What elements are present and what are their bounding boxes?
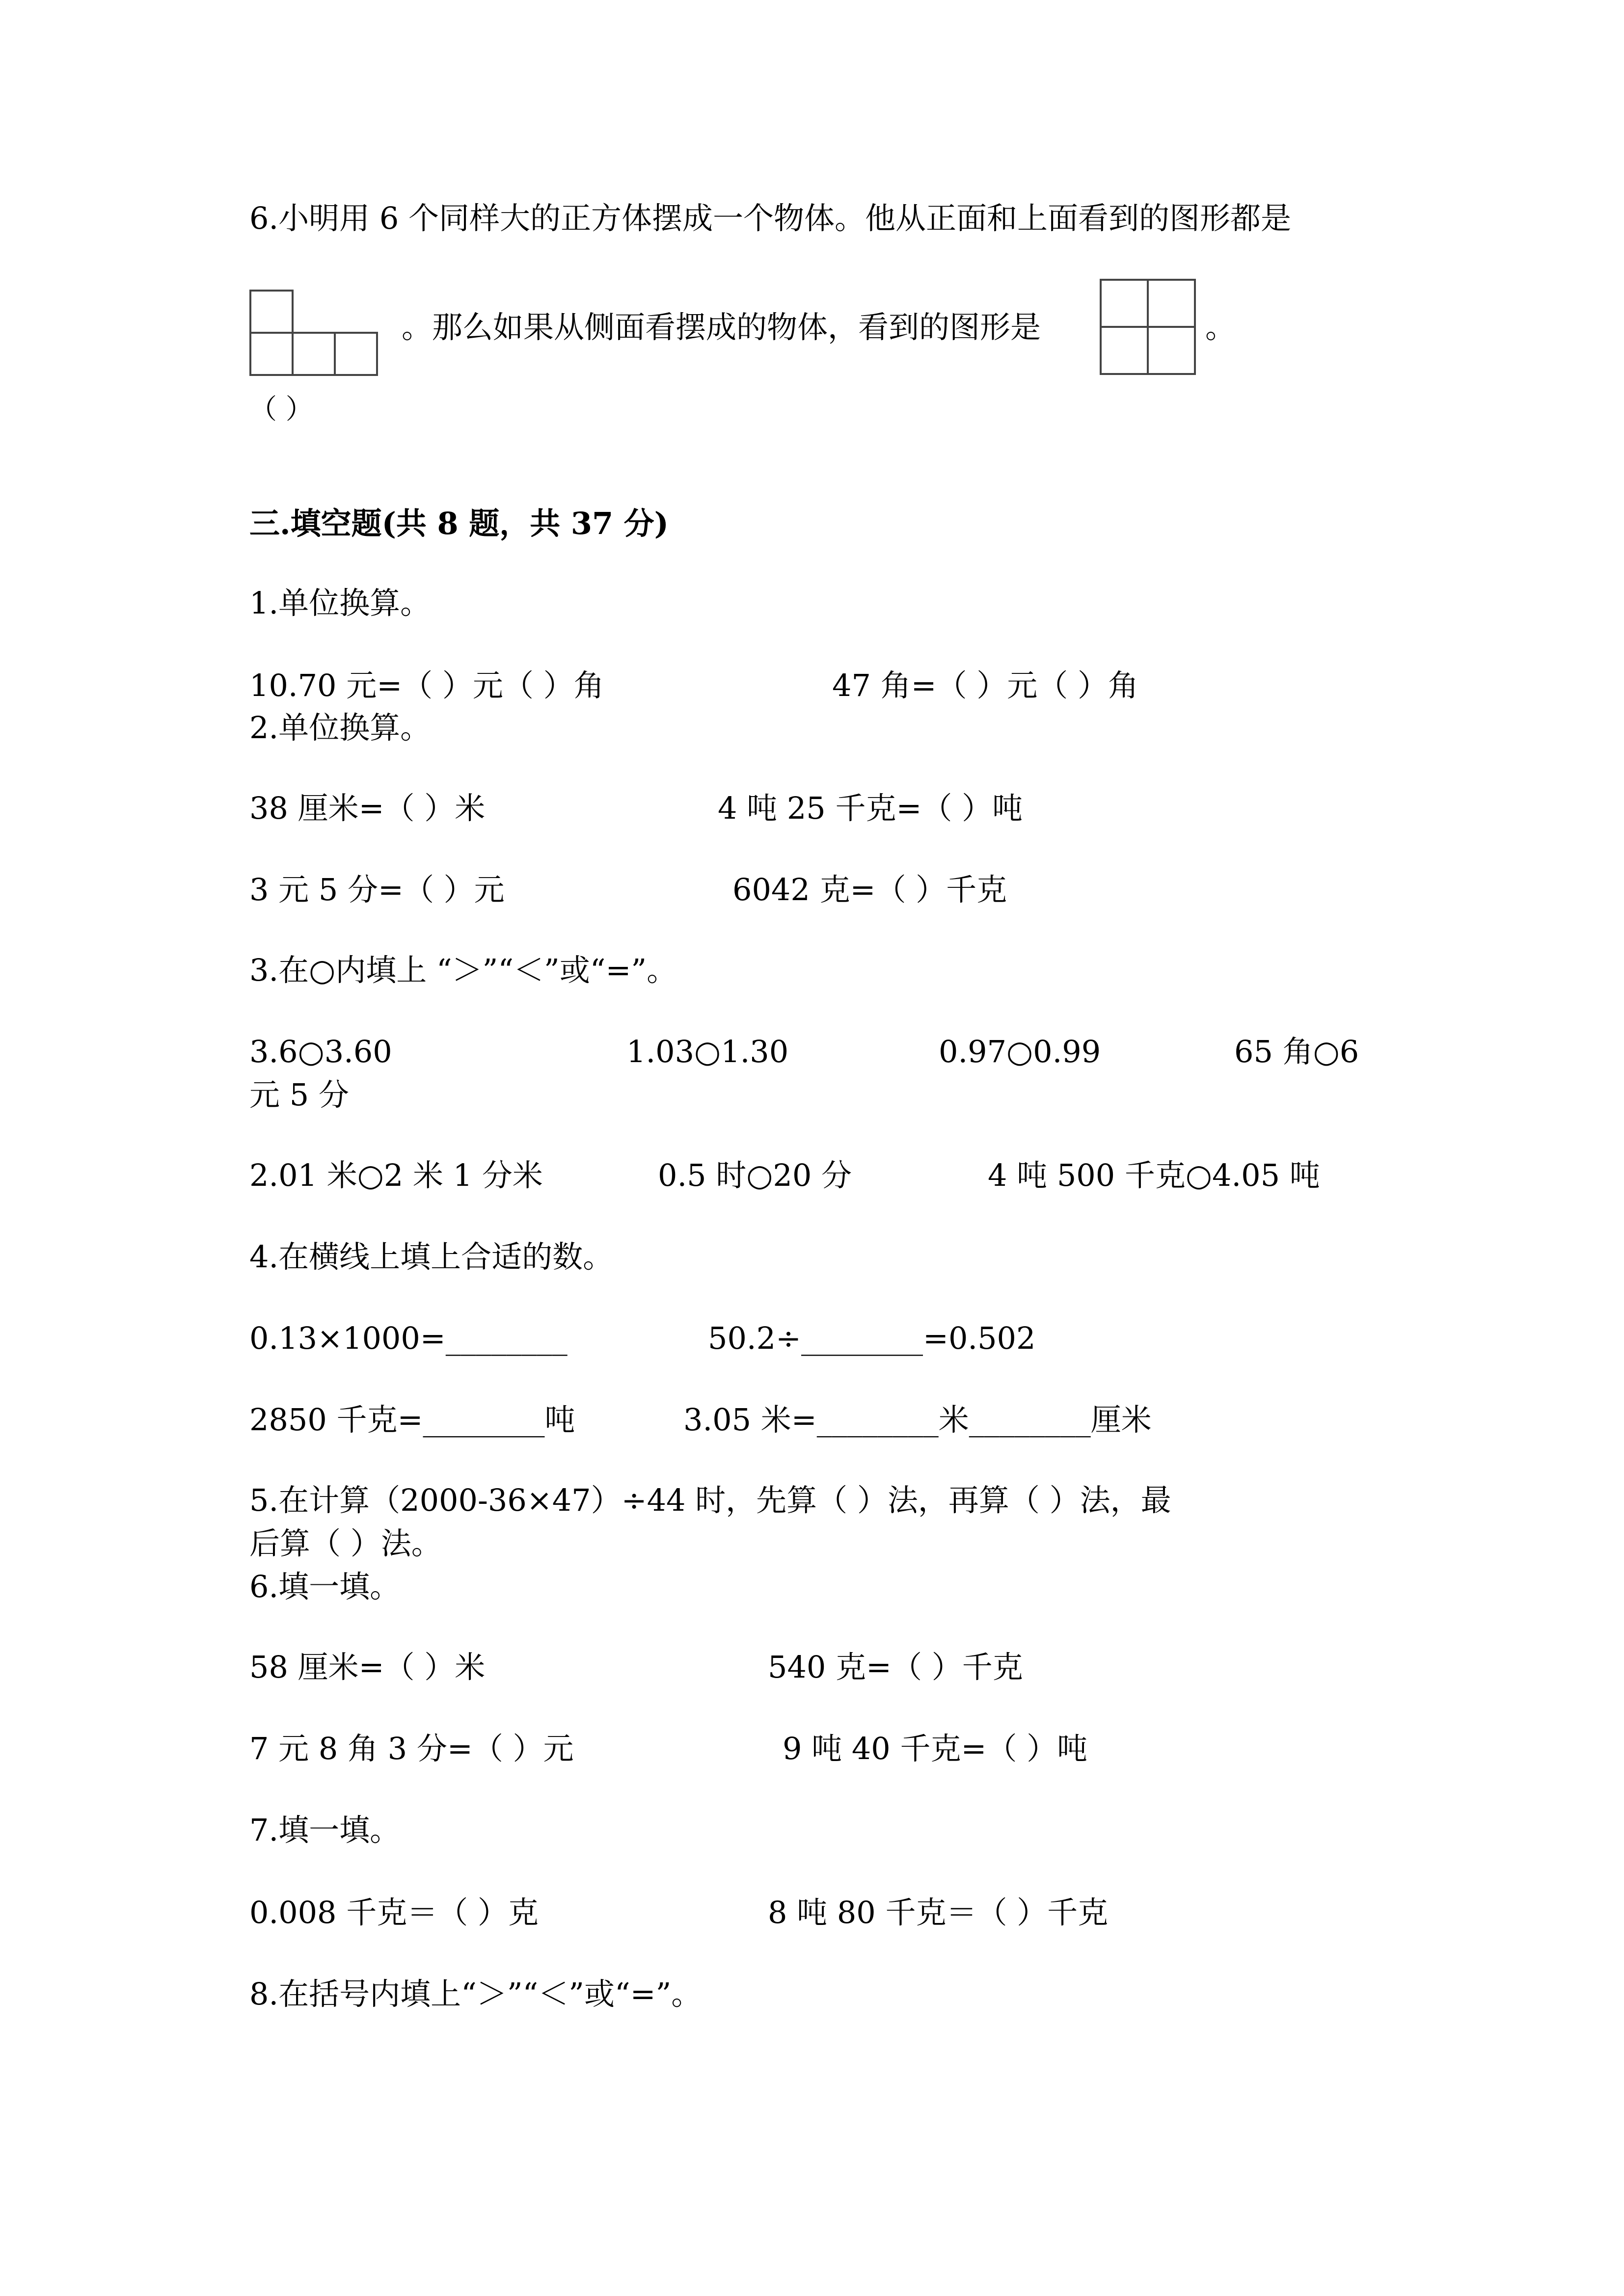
q4-item: 0.13×1000=________ xyxy=(249,1320,568,1356)
q2-item: 4 吨 25 千克=（ ）吨 xyxy=(718,790,1023,826)
q7-item: 0.008 千克＝（ ）克 xyxy=(249,1895,539,1930)
q3-item: 0.5 时○20 分 xyxy=(658,1157,852,1193)
q3-item: 1.03○1.30 xyxy=(626,1034,789,1069)
q4-item: 2850 千克=________吨 xyxy=(249,1402,575,1438)
q3-title: 3.在○内填上 “＞”“＜”或“=”。 xyxy=(249,952,677,988)
q7-title: 7.填一填。 xyxy=(249,1812,401,1848)
q3-item: 3.6○3.60 xyxy=(249,1034,392,1069)
q7-item: 8 吨 80 千克＝（ ）千克 xyxy=(768,1895,1109,1930)
section3-heading: 三.填空题(共 8 题，共 37 分) xyxy=(249,506,669,541)
side-view-figure xyxy=(1100,279,1198,377)
q4-item: 50.2÷________=0.502 xyxy=(708,1320,1036,1356)
q2-item: 3 元 5 分=（ ）元 xyxy=(249,872,505,908)
q1-item: 47 角=（ ）元（ ）角 xyxy=(832,667,1138,703)
q6-prev-line2: 。那么如果从侧面看摆成的物体，看到的图形是 xyxy=(402,309,1041,345)
q6-prev-line1: 6.小明用 6 个同样大的正方体摆成一个物体。他从正面和上面看到的图形都是 xyxy=(249,200,1292,236)
q6-prev-answer-paren: （ ） xyxy=(249,394,313,426)
q2-item: 38 厘米=（ ）米 xyxy=(249,790,486,826)
q6-item: 9 吨 40 千克=（ ）吨 xyxy=(783,1731,1088,1766)
front-view-figure xyxy=(249,290,379,378)
q6-prev-end-mark: 。 xyxy=(1205,309,1236,345)
q1-title: 1.单位换算。 xyxy=(249,585,431,621)
q8-title: 8.在括号内填上“＞”“＜”或“=”。 xyxy=(249,1976,702,2012)
q3-item: 2.01 米○2 米 1 分米 xyxy=(249,1157,543,1193)
q6-item: 540 克=（ ）千克 xyxy=(768,1649,1023,1685)
q1-item: 10.70 元=（ ）元（ ）角 xyxy=(249,667,604,703)
q2-title: 2.单位换算。 xyxy=(249,710,431,746)
q3-item: 4 吨 500 千克○4.05 吨 xyxy=(988,1157,1320,1193)
q5-line1: 5.在计算（2000-36×47）÷44 时，先算（ ）法，再算（ ）法，最 xyxy=(249,1482,1171,1518)
q2-item: 6042 克=（ ）千克 xyxy=(732,872,1007,908)
q4-title: 4.在横线上填上合适的数。 xyxy=(249,1239,614,1275)
q3-item: 65 角○6 xyxy=(1234,1034,1359,1069)
q3-item: 0.97○0.99 xyxy=(939,1034,1101,1069)
q6-title: 6.填一填。 xyxy=(249,1569,401,1604)
q4-item: 3.05 米=________米________厘米 xyxy=(683,1402,1152,1438)
q5-line2: 后算（ ）法。 xyxy=(249,1525,442,1561)
q6-item: 58 厘米=（ ）米 xyxy=(249,1649,486,1685)
q6-item: 7 元 8 角 3 分=（ ）元 xyxy=(249,1731,574,1766)
q3-item-wrap: 元 5 分 xyxy=(249,1077,349,1113)
